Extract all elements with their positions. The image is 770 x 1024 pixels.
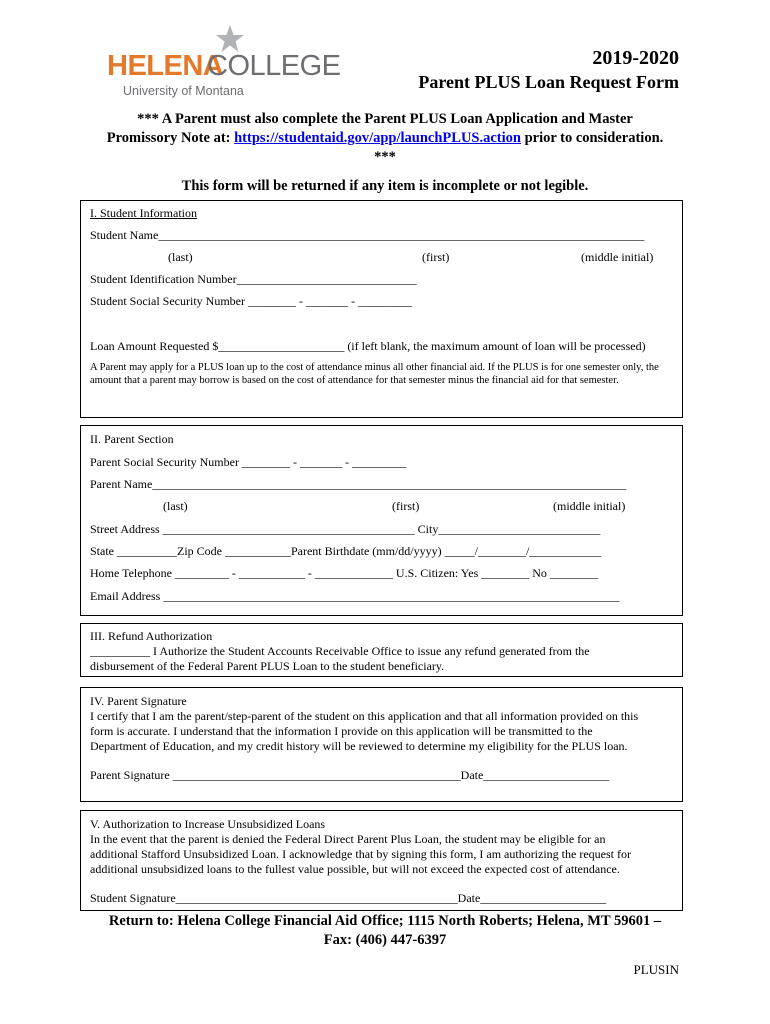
state-zip-birthdate-field[interactable]: State __________Zip Code ___________Parent Birthdate (mm/dd/yyyy) _____/________/____________ (90, 544, 602, 558)
certification-line-2: form is accurate. I understand that the information I provide on this application will be transmitted to the (90, 724, 593, 738)
studentaid-link[interactable]: https://studentaid.gov/app/launchPLUS.action (234, 130, 521, 146)
student-last-label: (last) (168, 250, 193, 264)
section-4-title: IV. Parent Signature (90, 694, 187, 708)
incomplete-warning: This form will be returned if any item is incomplete or not legible. (181, 178, 589, 194)
form-title: Parent PLUS Loan Request Form (418, 72, 679, 92)
email-address-field[interactable]: Email Address ____________________________________________________________________________ (90, 589, 620, 603)
parent-section (80, 425, 683, 616)
student-middle-label: (middle initial) (581, 250, 654, 264)
certification-line-3: Department of Education, and my credit history will be reviewed to determine my eligibility for the PLUS loan. (90, 739, 628, 753)
form-year: 2019-2020 (592, 47, 679, 69)
street-address-field[interactable]: Street Address __________________________________________ City___________________________ (90, 522, 601, 536)
notice-line-2 (60, 129, 710, 148)
student-ssn-field[interactable]: Student Social Security Number ________ - _______ - _________ (90, 294, 412, 308)
refund-authorization-section (80, 623, 683, 677)
refund-authorization-line-1[interactable]: __________ I Authorize the Student Accounts Receivable Office to issue any refund generated from the (90, 644, 590, 658)
notice-line-2-pre: Promissory Note at: (106, 130, 235, 146)
home-telephone-field[interactable]: Home Telephone _________ - ___________ - _____________ U.S. Citizen: Yes ________ No ________ (90, 566, 598, 580)
parent-last-label: (last) (163, 499, 188, 513)
loan-amount-field[interactable]: Loan Amount Requested $_____________________ (if left blank, the maximum amount of loan will be processed) (90, 339, 646, 353)
logo-university: University of Montana (123, 84, 244, 98)
authorization-line-1: In the event that the parent is denied the Federal Direct Parent Plus Loan, the student may be eligible for an (90, 832, 606, 846)
student-first-label: (first) (422, 250, 450, 264)
parent-middle-label: (middle initial) (553, 499, 626, 513)
return-address (60, 912, 710, 950)
section-3-title: III. Refund Authorization (90, 629, 213, 643)
authorization-line-3: additional unsubsidized loans to the fullest value possible, but will not exceed the expected cost of attendance. (90, 862, 620, 876)
section-2-title: II. Parent Section (90, 432, 174, 446)
return-address-line-1: Return to: Helena College Financial Aid Office; 1115 North Roberts; Helena, MT 59601 – (108, 913, 662, 929)
notice-line-2-post: prior to consideration. (520, 130, 664, 146)
notice-line-3: *** (374, 149, 396, 165)
parent-signature-section (80, 687, 683, 802)
certification-line-1: I certify that I am the parent/step-parent of the student on this application and that all information provided on this (90, 709, 639, 723)
section-5-title: V. Authorization to Increase Unsubsidized Loans (90, 817, 326, 831)
form-code: PLUSIN (633, 962, 679, 977)
parent-ssn-field[interactable]: Parent Social Security Number ________ - _______ - _________ (90, 455, 406, 469)
parent-signature-field[interactable]: Parent Signature ________________________________________________Date_____________________ (90, 768, 610, 782)
return-fax: Fax: (406) 447-6397 (323, 932, 447, 948)
application-notice (60, 110, 710, 167)
college-logo (107, 24, 341, 104)
section-1-title: I. Student Information (90, 206, 197, 220)
student-signature-field[interactable]: Student Signature_______________________________________________Date_____________________ (90, 891, 607, 905)
student-information-section (80, 200, 683, 418)
refund-authorization-line-2: disbursement of the Federal Parent PLUS Loan to the student beneficiary. (90, 659, 445, 673)
notice-line-1: *** A Parent must also complete the Parent PLUS Loan Application and Master (137, 111, 633, 127)
student-id-field[interactable]: Student Identification Number______________________________ (90, 272, 417, 286)
authorization-line-2: additional Stafford Unsubsidized Loan. I acknowledge that by signing this form, I am authorizing the request for (90, 847, 631, 861)
unsubsidized-loans-section (80, 810, 683, 911)
student-name-field[interactable]: Student Name_________________________________________________________________________________ (90, 228, 645, 242)
plus-loan-note: A Parent may apply for a PLUS loan up to the cost of attendance minus all other financial aid. If the PLUS is for one semester only, the amount that a parent may borrow is based on the cost of attendance for that semester minus the financial aid for that semester. (90, 362, 659, 386)
parent-name-field[interactable]: Parent Name_______________________________________________________________________________ (90, 477, 627, 491)
logo-helena: HELENA (107, 50, 224, 82)
parent-first-label: (first) (392, 499, 420, 513)
logo-college: COLLEGE (207, 50, 341, 82)
